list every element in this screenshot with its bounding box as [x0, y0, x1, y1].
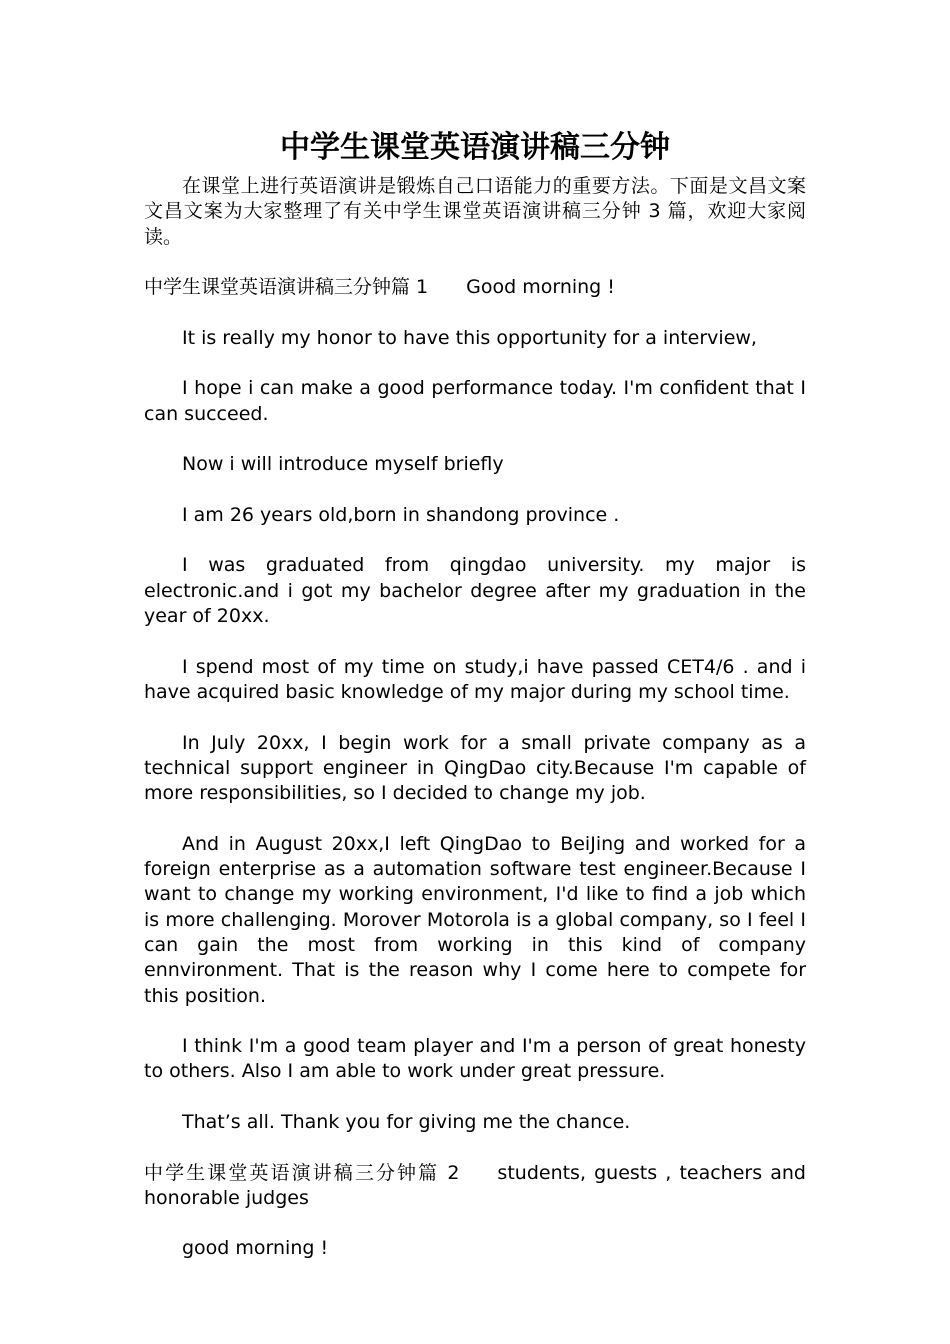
paragraph-9: I think I'm a good team player and I'm a person of great honesty to others. Also I am able to work under great pressure. [144, 1035, 806, 1083]
section-1-heading-line [144, 275, 806, 300]
paragraph-6: I spend most of my time on study,i have passed CET4/6 . and i have acquired basic knowledge of my major during my school time. [144, 655, 806, 703]
paragraph-7: In July 20xx, I begin work for a small private company as a technical support engineer in QingDao city.Because I'm capable of more responsibilities, so I decided to change my job. [144, 731, 806, 805]
section-1-heading: 中学生课堂英语演讲稿三分钟篇 1 [144, 276, 429, 299]
paragraph-1: It is really my honor to have this opportunity for a interview, [182, 326, 757, 349]
paragraph-8: And in August 20xx,I left QingDao to BeiJing and worked for a foreign enterprise as a automation software test engineer.Because I want to change my working environment, I'd like to find a job which is more challenging. Morover Motorola is a global company, so I feel I can gain the most from working in this kind of company ennvironment. That is the reason why I come here to compete for this position. [144, 832, 806, 1007]
section-1-greeting: Good morning ! [466, 276, 615, 299]
document-body [144, 174, 806, 1287]
section-2-heading: 中学生课堂英语演讲稿三分钟篇 2 [144, 1161, 460, 1184]
paragraph-4: I am 26 years old,born in shandong province . [182, 503, 620, 526]
section-2-greeting: students, guests , teachers and honorable judges [144, 1161, 806, 1209]
intro-paragraph: 在课堂上进行英语演讲是锻炼自己口语能力的重要方法。下面是文昌文案文昌文案为大家整理了有关中学生课堂英语演讲稿三分钟 3 篇，欢迎大家阅读。 [144, 175, 806, 248]
document-title: 中学生课堂英语演讲稿三分钟 [280, 130, 670, 165]
section-2-heading-line [144, 1161, 806, 1212]
paragraph-5: I was graduated from qingdao university. my major is electronic.and i got my bachelor degree after my graduation in the year of 20xx. [144, 554, 806, 628]
closing-paragraph: good morning ! [182, 1237, 329, 1260]
paragraph-2: I hope i can make a good performance today. I'm confident that I can succeed. [144, 377, 806, 425]
paragraph-10: That’s all. Thank you for giving me the chance. [182, 1110, 631, 1133]
paragraph-3: Now i will introduce myself briefly [182, 453, 504, 476]
